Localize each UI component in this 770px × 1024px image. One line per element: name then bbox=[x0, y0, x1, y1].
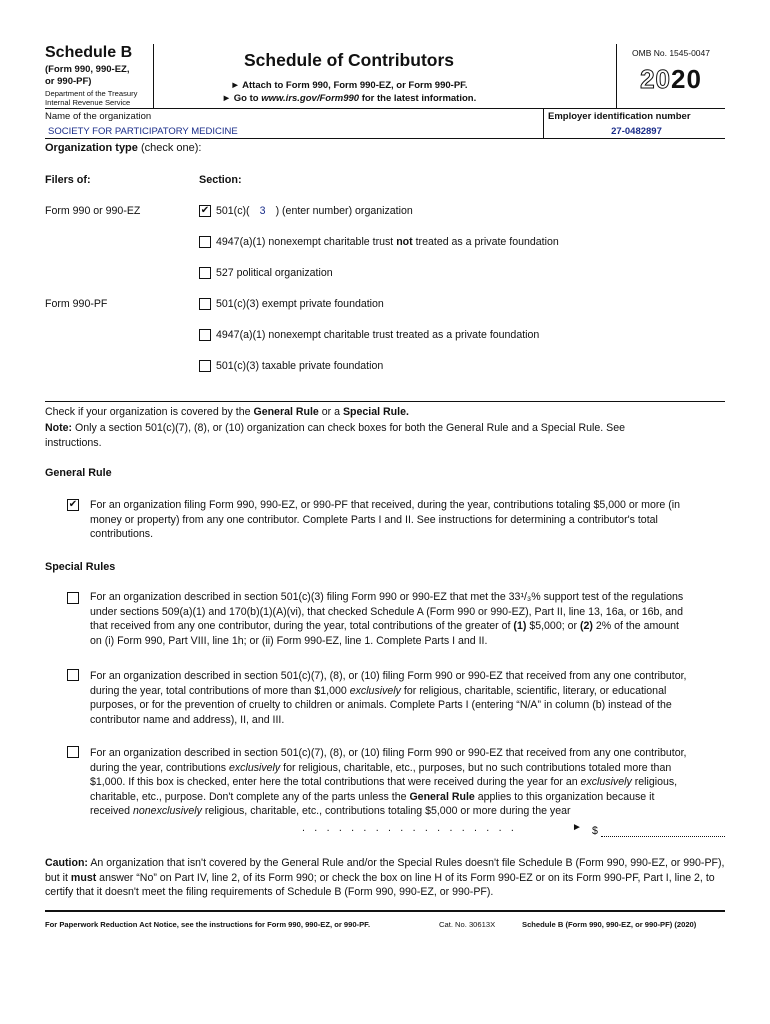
filers-heading: Filers of: bbox=[45, 174, 91, 186]
form-990pf-label: Form 990-PF bbox=[45, 298, 108, 310]
schedule-label: Schedule B bbox=[45, 44, 133, 61]
attach-instruction: ► Attach to Form 990, Form 990-EZ, or Form 990-PF. bbox=[230, 80, 468, 91]
rule-check-instruction: Check if your organization is covered by the General Rule or a Special Rule. bbox=[45, 406, 409, 418]
section-4947-not-pf-option: 4947(a)(1) nonexempt charitable trust not treated as a private foundation bbox=[216, 236, 559, 248]
section-501c3-exempt-pf-checkbox[interactable] bbox=[199, 298, 211, 310]
section-heading: Section: bbox=[199, 174, 242, 186]
org-name-value[interactable]: SOCIETY FOR PARTICIPATORY MEDICINE bbox=[48, 126, 238, 137]
section-527-option: 527 political organization bbox=[216, 267, 333, 279]
special-rule-2-checkbox[interactable] bbox=[67, 669, 79, 681]
special-rule-3-text: For an organization described in section 501(c)(7), (8), or (10) filing Form 990 or 990-EZ that received from any one contributor, during the year, contributions exclusively for religious, charitable, etc., purposes, but no such contributions totaled more than $1,000. If this box is checked, enter here the total contributions that were received during the year for an exclusively religious, charitable, etc., purpose. Don't complete any of the parts unless the General Rule applies to this organization because it received nonexclusively religious, charitable, etc., contributions totaling $5,000 or more during the year bbox=[90, 747, 687, 818]
section-4947-pf-checkbox[interactable] bbox=[199, 329, 211, 341]
section-501c3-taxable-pf-checkbox[interactable] bbox=[199, 360, 211, 372]
caution-text: Caution: An organization that isn't covered by the General Rule and/or the Special Rules doesn't file Schedule B (Form 990, 990-EZ, or 990-PF), but it must answer “No” on Part IV, line 2, of its Form 990; or check the box on line H of its Form 990-EZ or on its Form 990-PF, Part I, line 2, to certify that it doesn't meet the filing requirements of Schedule B (Form 990, 990-EZ, or 990-PF). bbox=[45, 857, 725, 899]
section-501c-number[interactable]: 3 bbox=[259, 205, 266, 217]
leader-dots: . . . . . . . . . . . . . . . . . . bbox=[302, 822, 518, 834]
form-title: Schedule of Contributors bbox=[244, 50, 454, 70]
section-501c3-exempt-pf-option: 501(c)(3) exempt private foundation bbox=[216, 298, 384, 310]
general-rule-heading: General Rule bbox=[45, 467, 112, 479]
section-501c-option: 501(c)( 3 ) (enter number) organization bbox=[216, 205, 413, 217]
ein-label: Employer identification number bbox=[548, 111, 691, 122]
arrow-icon: ► bbox=[572, 822, 582, 833]
special-rule-2-text: For an organization described in section 501(c)(7), (8), or (10) filing Form 990 or 990-EZ that received from any one contributor, during the year, total contributions of more than $1,000 exclusively for religious, charitable, scientific, literary, or educational purposes, or for the prevention of cruelty to children or animals. Complete Parts I (entering “N/A” in column (b) instead of the contributor name and address), II, and III. bbox=[90, 670, 687, 726]
omb-number: OMB No. 1545-0047 bbox=[632, 48, 710, 58]
catalog-number: Cat. No. 30613X bbox=[439, 920, 496, 929]
tax-year: 2020 bbox=[640, 64, 702, 94]
section-527-checkbox[interactable] bbox=[199, 267, 211, 279]
special-rule-1-checkbox[interactable] bbox=[67, 592, 79, 604]
total-contributions-field[interactable] bbox=[601, 834, 725, 837]
section-501c-checkbox[interactable]: ✔ bbox=[200, 205, 210, 216]
ein-value[interactable]: 27-0482897 bbox=[611, 126, 662, 137]
org-name-label: Name of the organization bbox=[45, 111, 152, 122]
general-rule-checkbox[interactable]: ✔ bbox=[68, 499, 78, 510]
section-4947-not-pf-checkbox[interactable] bbox=[199, 236, 211, 248]
website-instruction: ► Go to www.irs.gov/Form990 for the latest information. bbox=[221, 93, 477, 104]
form-990-label: Form 990 or 990-EZ bbox=[45, 205, 141, 217]
rule-note: Note: Only a section 501(c)(7), (8), or (10) organization can check boxes for both the General Rule and a Special Rule. See instructions. bbox=[45, 422, 626, 449]
applicable-forms: (Form 990, 990-EZ, or 990-PF) bbox=[45, 64, 130, 87]
special-rules-heading: Special Rules bbox=[45, 561, 116, 573]
org-type-label: Organization type (check one): bbox=[45, 142, 202, 154]
general-rule-text: For an organization filing Form 990, 990-EZ, or 990-PF that received, during the year, contributions totaling $5,000 or more (in money or property) from any one contributor. Complete Parts I and II. See instructions for determining a contributor's total contributions. bbox=[90, 499, 681, 541]
section-4947-pf-option: 4947(a)(1) nonexempt charitable trust treated as a private foundation bbox=[216, 329, 540, 341]
form-reference: Schedule B (Form 990, 990-EZ, or 990-PF) (2020) bbox=[522, 920, 697, 929]
special-rule-1-text: For an organization described in section 501(c)(3) filing Form 990 or 990-EZ that met the 33¹/₃% support test of the regulations under sections 509(a)(1) and 170(b)(1)(A)(vi), that checked Schedule A (Form 990 or 990-EZ), Part II, line 13, 16a, or 16b, and that received from any one contributor, during the year, total contributions of the greater of (1) $5,000; or (2) 2% of the amount on (i) Form 990, Part VIII, line 1h; or (ii) Form 990-EZ, line 1. Complete Parts I and II. bbox=[90, 591, 684, 647]
section-501c3-taxable-pf-option: 501(c)(3) taxable private foundation bbox=[216, 360, 384, 372]
dollar-sign: $ bbox=[592, 825, 598, 837]
paperwork-notice: For Paperwork Reduction Act Notice, see the instructions for Form 990, 990-EZ, or 990-PF. bbox=[45, 920, 371, 929]
department-label: Department of the Treasury Internal Revenue Service bbox=[45, 89, 138, 107]
irs-website-link[interactable]: www.irs.gov/Form990 bbox=[261, 93, 360, 104]
special-rule-3-checkbox[interactable] bbox=[67, 746, 79, 758]
